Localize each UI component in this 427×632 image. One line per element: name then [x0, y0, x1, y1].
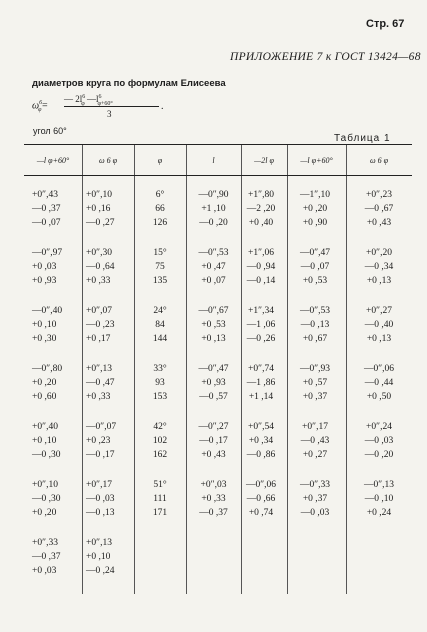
cell-value: +0 ,20 — [32, 378, 57, 388]
table-cell — [346, 188, 412, 230]
cell-value: +0 ,16 — [86, 204, 111, 214]
cell-value: +0″,23 — [366, 190, 392, 200]
table-cell — [82, 188, 138, 230]
table-caption: Таблица 1 — [334, 133, 391, 144]
cell-value: —0 ,57 — [199, 392, 228, 402]
table-cell — [346, 246, 412, 288]
cell-value: +1 ,14 — [248, 392, 274, 402]
cell-value: +0″,27 — [366, 306, 392, 316]
cell-value: +0 ,10 — [86, 552, 111, 562]
cell-value: —0″,13 — [363, 480, 395, 490]
cell-value: —0 ,17 — [199, 436, 228, 446]
cell-value: —0 ,03 — [364, 436, 394, 446]
cell-value: —0 ,47 — [86, 378, 115, 388]
table-cell — [346, 478, 412, 520]
page-number: Стр. 67 — [366, 18, 405, 30]
table-cell — [186, 362, 241, 404]
table-cell — [186, 246, 241, 288]
cell-value: +0″,17 — [86, 480, 112, 490]
table-cell — [186, 188, 241, 230]
table-cell — [82, 304, 138, 346]
cell-value: +0 ,37 — [302, 392, 328, 402]
table-row-group — [24, 536, 412, 594]
cell-value: —0 ,43 — [300, 436, 330, 446]
cell-value: +0 ,90 — [302, 218, 328, 228]
cell-value: +0 ,93 — [201, 378, 226, 388]
table-cell — [28, 420, 88, 462]
formula-numerator: — $2l^6_\varphi$ $—l^6_{\varphi+60^\circ}$ — [64, 94, 113, 107]
cell-value: +1 ,10 — [201, 204, 226, 214]
table-cell — [236, 246, 286, 288]
cell-value: +0 ,47 — [201, 262, 226, 272]
cell-value: 75 — [155, 262, 165, 272]
column-header: —l φ+60° — [300, 155, 333, 165]
table-cell — [236, 536, 286, 578]
cell-value — [346, 536, 412, 550]
cell-value: 6° — [155, 190, 165, 200]
cell-value: 84 — [155, 320, 165, 330]
table-cell — [236, 304, 286, 346]
column-header: φ — [157, 155, 163, 165]
cell-value: —0 ,30 — [32, 494, 61, 504]
cell-value: +0 ,33 — [201, 494, 226, 504]
cell-value: +0 ,57 — [302, 378, 328, 388]
table-cell — [134, 246, 186, 288]
cell-value: +0″,13 — [86, 538, 112, 548]
cell-value: —0 ,66 — [246, 494, 276, 504]
cell-value: —0 ,26 — [246, 334, 276, 344]
cell-value: +0 ,43 — [366, 218, 392, 228]
cell-value: +0 ,33 — [86, 392, 111, 402]
cell-value: +0″,54 — [248, 422, 274, 432]
table-cell — [28, 478, 88, 520]
cell-value: —0″,06 — [245, 480, 277, 490]
cell-value: +0 ,20 — [32, 508, 57, 518]
table-cell — [286, 478, 344, 520]
fraction-line — [64, 106, 159, 107]
cell-value — [236, 536, 286, 550]
cell-value: +0 ,50 — [366, 392, 392, 402]
cell-value — [134, 564, 186, 578]
cell-value: —0″,53 — [299, 306, 331, 316]
table — [24, 144, 412, 594]
table-row-group — [24, 362, 412, 420]
cell-value: +0 ,37 — [302, 494, 328, 504]
cell-value: —0 ,34 — [364, 262, 394, 272]
cell-value: —0 ,14 — [246, 276, 276, 286]
column-header: —2l φ — [254, 155, 274, 165]
cell-value: +0 ,03 — [32, 566, 57, 576]
table-cell — [134, 420, 186, 462]
table-cell — [346, 420, 412, 462]
cell-value: +0 ,27 — [302, 450, 328, 460]
table-cell — [28, 246, 88, 288]
cell-value: —0 ,37 — [32, 552, 61, 562]
cell-value — [134, 550, 186, 564]
table-cell — [286, 188, 344, 230]
cell-value: +0″,03 — [200, 480, 227, 490]
cell-value — [236, 550, 286, 564]
table-cell — [286, 362, 344, 404]
cell-value: —0″,93 — [299, 364, 331, 374]
table-cell — [286, 246, 344, 288]
cell-value: 102 — [152, 436, 168, 446]
formula-denominator: 3 — [107, 109, 112, 119]
column-header: ω 6 φ — [98, 155, 118, 165]
cell-value: —1 ,06 — [246, 320, 276, 330]
cell-value: +1″,34 — [248, 306, 274, 316]
cell-value: +0 ,30 — [32, 334, 57, 344]
table-cell — [286, 420, 344, 462]
cell-value: +0 ,34 — [248, 436, 274, 446]
table-row-group — [24, 246, 412, 304]
cell-value: +0 ,53 — [201, 320, 226, 330]
cell-value: 15° — [153, 248, 167, 258]
table-cell — [82, 362, 138, 404]
cell-value: 126 — [152, 218, 168, 228]
cell-value: +0 ,33 — [86, 276, 111, 286]
cell-value: —0 ,10 — [364, 494, 394, 504]
cell-value: +1″,80 — [248, 190, 274, 200]
cell-value: +0″,10 — [32, 480, 58, 490]
formula — [32, 94, 232, 124]
cell-value: —0″,27 — [198, 422, 229, 432]
cell-value: +0 ,10 — [32, 320, 57, 330]
cell-value: 171 — [152, 508, 168, 518]
cell-value: +0″,30 — [86, 248, 112, 258]
table-cell — [186, 304, 241, 346]
cell-value: +0 ,17 — [86, 334, 111, 344]
cell-value: —0 ,86 — [246, 450, 276, 460]
formula-lhs: $\omega^6_\varphi=$ — [32, 100, 49, 114]
cell-value: +0″,33 — [32, 538, 58, 548]
table-cell — [82, 478, 138, 520]
cell-value: —1″,10 — [299, 190, 331, 200]
cell-value: +0″,24 — [366, 422, 392, 432]
cell-value: —0 ,67 — [364, 204, 394, 214]
cell-value: —0″,47 — [198, 364, 229, 374]
table-cell — [134, 362, 186, 404]
table-body — [24, 176, 412, 594]
cell-value: +0 ,93 — [32, 276, 57, 286]
cell-value: —0″,47 — [299, 248, 331, 258]
cell-value: —0 ,20 — [364, 450, 394, 460]
table-cell — [346, 536, 412, 578]
cell-value: —0 ,44 — [364, 378, 394, 388]
cell-value: —1 ,86 — [246, 378, 276, 388]
cell-value: 111 — [153, 494, 167, 504]
table-cell — [236, 362, 286, 404]
cell-value — [286, 564, 344, 578]
cell-value: +0″,20 — [366, 248, 392, 258]
table-cell — [186, 536, 241, 578]
cell-value: +0 ,10 — [32, 436, 57, 446]
cell-value — [186, 564, 241, 578]
table-cell — [134, 478, 186, 520]
cell-value: +0 ,60 — [32, 392, 57, 402]
cell-value: +0″,17 — [302, 422, 328, 432]
cell-value: 93 — [155, 378, 165, 388]
cell-value — [186, 536, 241, 550]
cell-value: +0 ,13 — [366, 334, 392, 344]
cell-value — [286, 536, 344, 550]
cell-value: —0 ,37 — [199, 508, 228, 518]
cell-value: —0 ,20 — [199, 218, 228, 228]
table-cell — [346, 304, 412, 346]
table-cell — [82, 420, 138, 462]
cell-value: —0 ,23 — [86, 320, 115, 330]
table-cell — [28, 536, 88, 578]
cell-value: 153 — [152, 392, 168, 402]
cell-value: —0 ,13 — [86, 508, 115, 518]
table-row-group — [24, 478, 412, 536]
cell-value: 135 — [152, 276, 168, 286]
cell-value: —0 ,30 — [32, 450, 61, 460]
formula-trailing: . — [161, 101, 164, 112]
table-cell — [186, 420, 241, 462]
cell-value: —0″,33 — [299, 480, 331, 490]
table-row-group — [24, 188, 412, 246]
table-cell — [82, 246, 138, 288]
cell-value — [346, 564, 412, 578]
cell-value: 42° — [153, 422, 167, 432]
cell-value: +0 ,67 — [302, 334, 328, 344]
table-row-group — [24, 420, 412, 478]
cell-value: —0 ,27 — [86, 218, 115, 228]
cell-value — [236, 564, 286, 578]
cell-value: +0″,43 — [32, 190, 58, 200]
table-row-group — [24, 304, 412, 362]
cell-value: +0 ,53 — [302, 276, 328, 286]
table-header — [24, 144, 412, 176]
table-cell — [28, 188, 88, 230]
cell-value: 33° — [153, 364, 167, 374]
cell-value — [346, 550, 412, 564]
column-header: —l φ+60° — [36, 155, 70, 165]
cell-value: —0 ,64 — [86, 262, 115, 272]
cell-value: —0″,53 — [198, 248, 229, 258]
table-cell — [236, 420, 286, 462]
cell-value: +0″,40 — [32, 422, 58, 432]
cell-value: +0 ,20 — [302, 204, 328, 214]
cell-value: —2 ,20 — [246, 204, 276, 214]
cell-value: +0 ,23 — [86, 436, 111, 446]
cell-value: +0″,74 — [248, 364, 274, 374]
intro-text: диаметров круга по формулам Елисеева — [32, 78, 226, 89]
cell-value: —0 ,03 — [86, 494, 115, 504]
table-cell — [346, 362, 412, 404]
cell-value: +0 ,13 — [201, 334, 226, 344]
cell-value: —0 ,17 — [86, 450, 115, 460]
cell-value: +0″,07 — [86, 306, 112, 316]
table-cell — [28, 362, 88, 404]
column-header: ω 6 φ — [369, 155, 389, 165]
cell-value: +0 ,24 — [366, 508, 392, 518]
column-header: l — [212, 155, 215, 165]
cell-value: —0″,07 — [86, 422, 117, 432]
cell-value: —0 ,40 — [364, 320, 394, 330]
cell-value: 162 — [152, 450, 168, 460]
table-cell — [134, 536, 186, 578]
cell-value: —0 ,07 — [32, 218, 61, 228]
cell-value — [134, 536, 186, 550]
cell-value: +0 ,03 — [32, 262, 57, 272]
table-cell — [286, 304, 344, 346]
table-cell — [236, 478, 286, 520]
cell-value: —0″,40 — [32, 306, 63, 316]
cell-value: —0 ,13 — [300, 320, 330, 330]
cell-value: —0 ,07 — [300, 262, 330, 272]
appendix-title: ПРИЛОЖЕНИЕ 7 к ГОСТ 13424—68 — [230, 51, 421, 63]
cell-value: +0 ,40 — [248, 218, 274, 228]
table-cell — [134, 304, 186, 346]
cell-value: —0″,90 — [198, 190, 229, 200]
cell-value: —0 ,03 — [300, 508, 330, 518]
table-cell — [186, 478, 241, 520]
cell-value: —0 ,94 — [246, 262, 276, 272]
table-cell — [236, 188, 286, 230]
cell-value: —0″,67 — [198, 306, 229, 316]
cell-value: —0 ,37 — [32, 204, 61, 214]
cell-value: 66 — [155, 204, 165, 214]
angle-label: угол 60° — [33, 126, 67, 136]
cell-value: —0″,97 — [32, 248, 63, 258]
cell-value — [186, 550, 241, 564]
table-cell — [286, 536, 344, 578]
cell-value: +0 ,07 — [201, 276, 226, 286]
table-cell — [82, 536, 138, 578]
cell-value — [286, 550, 344, 564]
cell-value: +0 ,13 — [366, 276, 392, 286]
table-cell — [28, 304, 88, 346]
cell-value: 144 — [152, 334, 168, 344]
cell-value: 51° — [153, 480, 167, 490]
cell-value: —0 ,24 — [86, 566, 115, 576]
table-cell — [134, 188, 186, 230]
cell-value: +0 ,43 — [201, 450, 226, 460]
cell-value: +0″,13 — [86, 364, 112, 374]
cell-value: +0″,10 — [86, 190, 112, 200]
cell-value: —0″,80 — [32, 364, 63, 374]
cell-value: —0″,06 — [363, 364, 395, 374]
cell-value: +0 ,74 — [248, 508, 274, 518]
cell-value: 24° — [153, 306, 167, 316]
cell-value: +1″,06 — [248, 248, 274, 258]
